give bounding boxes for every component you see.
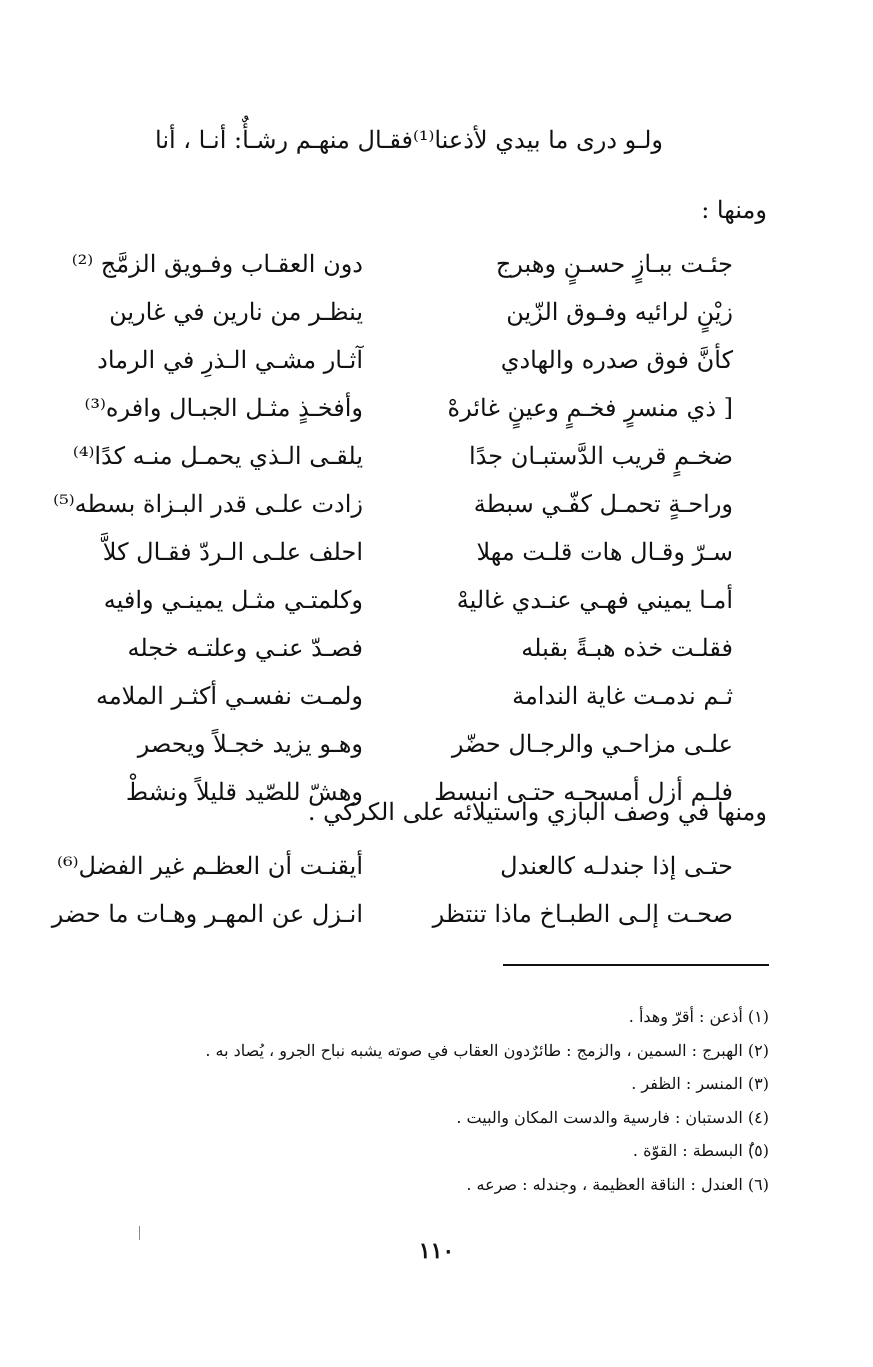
verse-line <box>63 240 733 288</box>
verse-line <box>63 384 733 432</box>
verse-block-2 <box>51 842 733 938</box>
first-hemistich: أمـا يميني فهـي عنـدي غاليهْ <box>456 586 733 614</box>
verse-line <box>57 842 733 890</box>
first-hemistich: كأنَّ فوق صدره والهادي <box>500 346 733 374</box>
first-hemistich: صحـت إلـى الطبـاخ ماذا تنتظر <box>432 900 733 928</box>
first-hemistich: ضخـمٍ قريب الدَّستبـان جدًا <box>469 442 733 470</box>
second-hemistich: آثـار مشـي الـذرِ في الرماد <box>97 346 363 374</box>
second-hemistich: وأفخـذٍ مثـل الجبـال وافره⁽³⁾ <box>84 394 363 422</box>
verse-block-1 <box>53 240 733 816</box>
footnote: (٣) المنسر : الظفر . <box>631 1074 769 1093</box>
verse-line <box>63 432 733 480</box>
second-hemistich: ولمـت نفسـي أكثـر الملامه <box>95 682 363 710</box>
second-hemistich: احلف علـى الـردّ فقـال كلاَّ <box>102 538 363 566</box>
footnote: (٦) العندل : الناقة العظيمة ، وجندله : صرعه . <box>466 1174 769 1194</box>
first-hemistich: زيْنٍ لرائيه وفـوق الزّين <box>506 298 733 326</box>
first-hemistich: ثـم ندمـت غاية الندامة <box>512 682 733 710</box>
verse-line <box>63 288 733 336</box>
second-hemistich: ينظـر من نارين في غارين <box>109 298 363 326</box>
first-hemistich: فلـم أزل أمسحـه حتـى انبسط <box>434 778 733 806</box>
second-hemistich: دون العقـاب وفـويق الزمَّج ⁽²⁾ <box>71 250 363 278</box>
second-hemistich: يلقـى الـذي يحمـل منـه كدًا⁽⁴⁾ <box>72 442 363 470</box>
second-hemistich: وهشّ للصّيد قليلاً ونشطْ <box>125 778 363 806</box>
first-hemistich: فقلـت خذه هبـةً بقبله <box>521 634 733 662</box>
verse-line <box>63 576 733 624</box>
second-hemistich: وكلمتـي مثـل يمينـي وافيه <box>103 586 363 614</box>
footnote: (١) أذعن : أقرّ وهدأ . <box>628 1007 769 1026</box>
second-hemistich: زادت علـى قدر البـزاة بسطه⁽⁵⁾ <box>53 490 363 518</box>
section-label-1: ومنها : <box>701 196 767 224</box>
verse-line <box>51 890 733 938</box>
second-hemistich: فصـدّ عنـي وعلتـه خجله <box>127 634 363 662</box>
verse-line <box>63 624 733 672</box>
opening-verse-second-hemistich: ولـو درى ما بيدي لأذعنا⁽¹⁾ <box>412 126 663 154</box>
opening-verse-first-hemistich: فقـال منهـم رشـأٌ: أنـا ، أنا <box>155 126 413 154</box>
second-hemistich: انـزل عن المهـر وهـات ما حضر <box>51 900 363 928</box>
first-hemistich: حتـى إذا جندلـه كالعندل <box>500 852 733 880</box>
first-hemistich: [ ذي منسرٍ فخـمٍ وعينٍ غائرهْ <box>447 394 733 422</box>
verse-line <box>63 672 733 720</box>
footnote: (٢) الهبرج : السمين ، والزمج : طائرٌدون العقاب في صوته يشبه نباح الجرو ، يُصاد به . <box>205 1040 769 1060</box>
first-hemistich: وراحـةٍ تحمـل كفّـي سبطة <box>473 490 733 518</box>
verse-line <box>63 528 733 576</box>
footnote-separator <box>503 964 769 966</box>
first-hemistich: جئـت ببـازٍ حسـنٍ وهبرج <box>495 250 733 278</box>
section-label-2: ومنها في وصف البازي واستيلائه على الكركي . <box>307 798 767 826</box>
verse-line <box>53 480 733 528</box>
footnote: (٥)ٌ البسطة : القوّة . <box>632 1141 769 1160</box>
second-hemistich: أيقنـت أن العظـم غير الفضل⁽⁶⁾ <box>57 852 363 880</box>
verse-line <box>63 720 733 768</box>
footnote: (٤) الدستبان : فارسية والدست المكان والبيت . <box>456 1107 769 1127</box>
first-hemistich: سـرّ وقـال هات قلـت مهلا <box>476 538 733 566</box>
page-number: ١١٠ <box>418 1238 455 1264</box>
verse-line <box>63 336 733 384</box>
footnotes <box>89 1000 769 1201</box>
opening-verse <box>73 126 723 154</box>
second-hemistich: وهـو يزيد خجـلاً ويحصر <box>137 730 363 758</box>
first-hemistich: علـى مزاحـي والرجـال حضّر <box>451 730 733 758</box>
